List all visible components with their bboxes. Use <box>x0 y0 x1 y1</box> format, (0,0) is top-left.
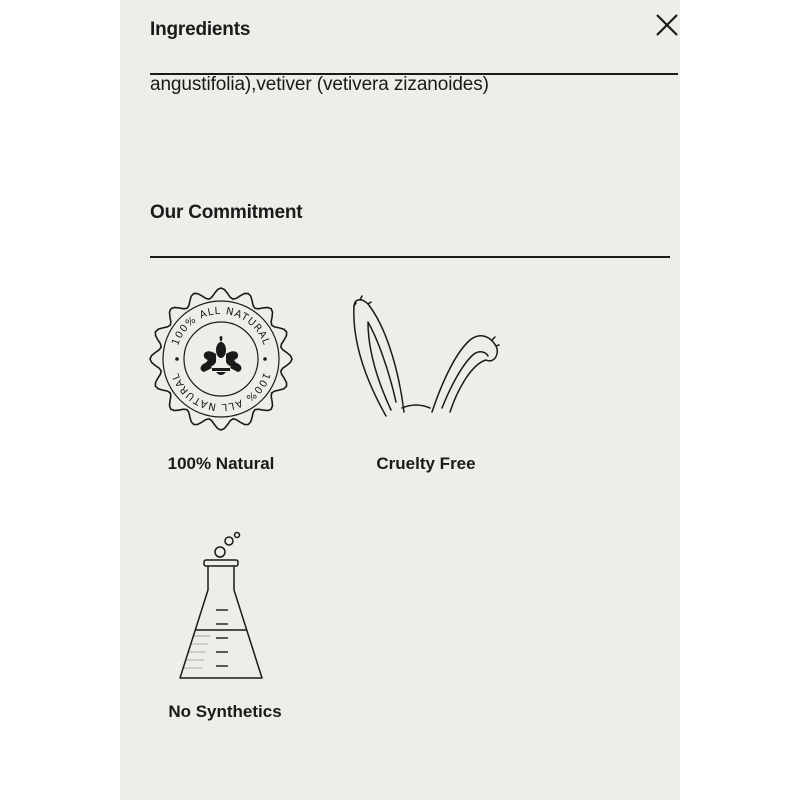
commitment-divider <box>150 256 670 258</box>
svg-text:100% ALL NATURAL <box>170 371 271 412</box>
flask-icon <box>150 530 300 690</box>
badge-label-natural: 100% Natural <box>167 454 275 473</box>
close-icon <box>654 12 680 38</box>
seal-top-text: 100% ALL NATURAL <box>170 305 272 348</box>
ingredients-text: angustifolia),vetiver (vetivera zizanoides) <box>150 74 489 95</box>
badge-label-cruelty-free: Cruelty Free <box>376 454 476 473</box>
badge-label-no-synthetics: No Synthetics <box>168 702 282 721</box>
badge-natural <box>146 284 296 484</box>
badge-cruelty-free <box>346 284 506 484</box>
commitment-heading: Our Commitment <box>150 202 303 223</box>
badge-no-synthetics <box>150 530 300 730</box>
close-button[interactable] <box>654 12 680 38</box>
ingredients-heading: Ingredients <box>150 19 251 40</box>
seal-bottom-text: 100% ALL NATURAL <box>170 370 272 413</box>
bunny-ears-icon <box>346 284 506 434</box>
natural-seal-icon <box>146 284 296 434</box>
